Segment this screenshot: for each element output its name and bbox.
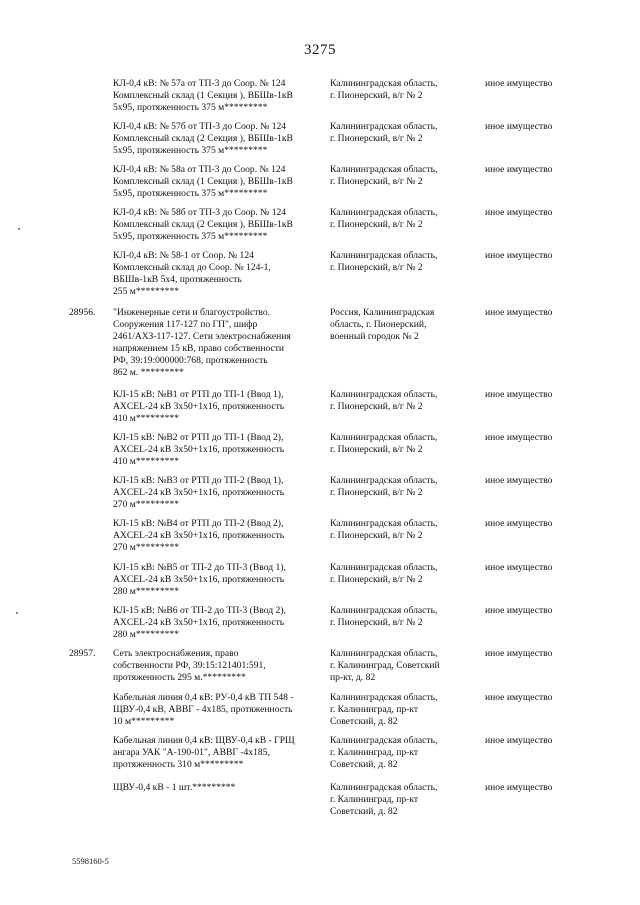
record-type: иное имущество <box>485 78 553 89</box>
record-type: иное имущество <box>485 782 553 793</box>
record-description: КЛ-0,4 кВ: № 58а от ТП-3 до Соор. № 124 Комплексный склад (1 Секция ), ВБШв-1кВ 5х95, протяженность 375 м********* <box>113 164 293 199</box>
record-description: КЛ-15 кВ: №В1 от РТП до ТП-1 (Ввод 1), AXCEL-24 кВ 3х50+1х16, протяженность 410 м********* <box>113 389 285 424</box>
record-description: Кабельная линия 0,4 кВ: РУ-0,4 кВ ТП 548 - ЩВУ-0,4 кВ, АВВГ - 4х185, протяженность 10 м********* <box>113 692 294 727</box>
record-description: КЛ-15 кВ: №В2 от РТП до ТП-1 (Ввод 2), AXCEL-24 кВ 3х50+1х16, протяженность 410 м********* <box>113 432 285 467</box>
record-address: Калининградская область, г. Калининград, Советский пр-кт, д. 82 <box>330 648 440 683</box>
scan-speck <box>16 612 18 614</box>
record-address: Калининградская область, г. Пионерский, в/г № 2 <box>330 207 438 230</box>
scan-speck <box>18 228 20 230</box>
record-description: КЛ-0,4 кВ: № 57а от ТП-3 до Соор. № 124 Комплексный склад (1 Секция ), ВБШв-1кВ 5х95, протяженность 375 м********* <box>113 78 293 113</box>
page-number: 3275 <box>304 42 336 58</box>
record-address: Калининградская область, г. Пионерский, в/г № 2 <box>330 250 438 273</box>
record-address: Калининградская область, г. Пионерский, в/г № 2 <box>330 605 438 628</box>
record-type: иное имущество <box>485 648 553 659</box>
record-address: Россия, Калининградская область, г. Пионерский, военный городок № 2 <box>330 307 435 342</box>
record-description: КЛ-15 кВ: №В6 от ТП-2 до ТП-3 (Ввод 2), AXCEL-24 кВ 3х50+1х16, протяженность 280 м********* <box>113 605 286 640</box>
record-description: КЛ-15 кВ: №В3 от РТП до ТП-2 (Ввод 1), AXCEL-24 кВ 3х50+1х16, протяженность 270 м********* <box>113 475 285 510</box>
record-type: иное имущество <box>485 432 553 443</box>
record-type: иное имущество <box>485 389 553 400</box>
record-type: иное имущество <box>485 562 553 573</box>
record-number: 28956. <box>69 307 96 318</box>
record-description: КЛ-15 кВ: №В5 от ТП-2 до ТП-3 (Ввод 1), AXCEL-24 кВ 3х50+1х16, протяженность 280 м********* <box>113 562 286 597</box>
record-address: Калининградская область, г. Пионерский, в/г № 2 <box>330 518 438 541</box>
record-address: Калининградская область, г. Пионерский, в/г № 2 <box>330 432 438 455</box>
record-description: ЩВУ-0,4 кВ - 1 шт.********* <box>113 782 236 793</box>
record-description: Сеть электроснабжения, право собственности РФ, 39:15:121401:591, протяженность 295 м.********* <box>113 648 266 683</box>
record-address: Калининградская область, г. Калининград, пр-кт Советский, д. 82 <box>330 782 438 817</box>
record-description: КЛ-0,4 кВ: № 57б от ТП-3 до Соор. № 124 Комплексный склад (2 Секция ), ВБШв-1кВ 5х95, протяженность 375 м********* <box>113 121 293 156</box>
record-description: КЛ-0,4 кВ: № 58-1 от Соор. № 124 Комплексный склад до Соор. № 124-1, ВБШв-1кВ 5х4, протяженность 255 м********* <box>113 250 271 297</box>
record-address: Калининградская область, г. Калининград, пр-кт Советский, д. 82 <box>330 735 438 770</box>
record-description: "Инженерные сети и благоустройство. Сооружения 117-127 по ГП", шифр 2461/АХЗ-117-127. Сети электроснабжения напряжением 15 кВ, право собственности РФ, 39:19:000000:768, протяженность 862 м. ********* <box>113 307 291 378</box>
record-address: Калининградская область, г. Пионерский, в/г № 2 <box>330 121 438 144</box>
record-type: иное имущество <box>485 207 553 218</box>
record-description: КЛ-15 кВ: №В4 от РТП до ТП-2 (Ввод 2), AXCEL-24 кВ 3х50+1х16, протяженность 270 м********* <box>113 518 285 553</box>
record-number: 28957. <box>69 648 96 659</box>
record-address: Калининградская область, г. Пионерский, в/г № 2 <box>330 475 438 498</box>
record-address: Калининградская область, г. Пионерский, в/г № 2 <box>330 164 438 187</box>
record-description: КЛ-0,4 кВ: № 58б от ТП-3 до Соор. № 124 Комплексный склад (2 Секция ), ВБШв-1кВ 5х95, протяженность 375 м********* <box>113 207 293 242</box>
record-address: Калининградская область, г. Пионерский, в/г № 2 <box>330 389 438 412</box>
record-type: иное имущество <box>485 250 553 261</box>
record-type: иное имущество <box>485 735 553 746</box>
record-type: иное имущество <box>485 307 553 318</box>
record-type: иное имущество <box>485 605 553 616</box>
record-address: Калининградская область, г. Пионерский, в/г № 2 <box>330 562 438 585</box>
record-type: иное имущество <box>485 518 553 529</box>
document-code: 5598160-5 <box>72 856 109 866</box>
record-type: иное имущество <box>485 692 553 703</box>
record-type: иное имущество <box>485 164 553 175</box>
record-type: иное имущество <box>485 121 553 132</box>
record-address: Калининградская область, г. Пионерский, в/г № 2 <box>330 78 438 101</box>
record-address: Калининградская область, г. Калининград, пр-кт Советский, д. 82 <box>330 692 438 727</box>
record-description: Кабельная линия 0,4 кВ: ЩВУ-0,4 кВ - ГРЩ ангара УАК "А-190-01", АВВГ -4х185, протяженность 310 м********* <box>113 735 295 770</box>
record-type: иное имущество <box>485 475 553 486</box>
